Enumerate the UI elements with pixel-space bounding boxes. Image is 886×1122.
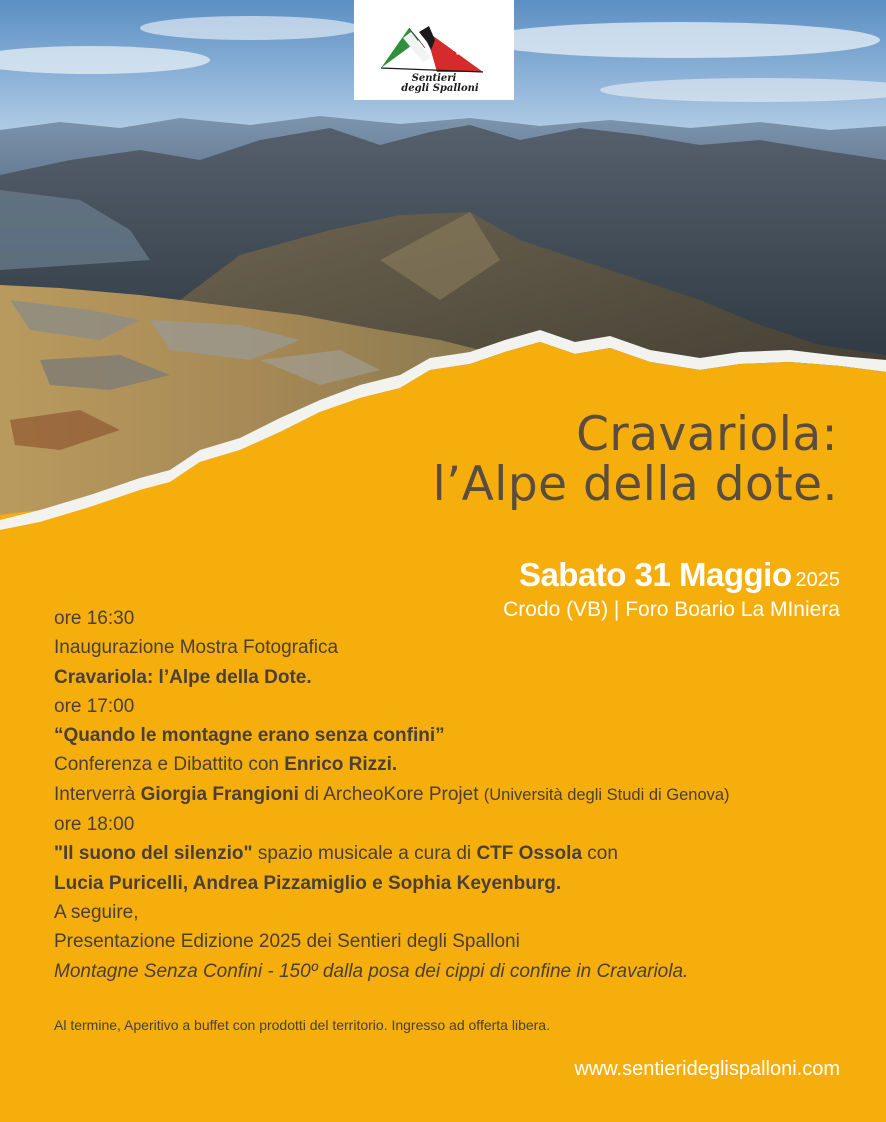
event-year: 2025: [795, 569, 840, 591]
program-line: Inaugurazione Mostra Fotografica: [54, 637, 339, 659]
closing-note: Al termine, Aperitivo a buffet con prodotti del territorio. Ingresso ad offerta libera.: [54, 1017, 550, 1033]
event-date: [519, 556, 840, 594]
speaker-name: Enrico Rizzi.: [284, 754, 398, 776]
program: [54, 604, 854, 986]
logo: [354, 0, 514, 100]
program-line: Montagne Senza Confini - 150º dalla posa dei cippi di confine in Cravariola.: [54, 960, 689, 982]
logo-mountain-flag-icon: [379, 18, 489, 74]
program-affiliation: (Università degli Studi di Genova): [483, 785, 730, 804]
program-line: Presentazione Edizione 2025 dei Sentieri degli Spalloni: [54, 931, 520, 953]
program-line: [54, 780, 854, 810]
event-date-main: Sabato 31 Maggio: [518, 556, 792, 593]
program-time-3: ore 18:00: [54, 814, 135, 836]
program-line: [54, 750, 854, 779]
program-line: “Quando le montagne erano senza confini”: [54, 725, 445, 747]
program-time-2: ore 17:00: [54, 695, 135, 717]
event-place: Crodo (VB) | Foro Boario La MIniera: [503, 598, 840, 621]
title-line1: Cravariola:: [576, 407, 838, 462]
program-text: Conferenza e Dibattito con: [54, 754, 285, 776]
program-text: di ArcheoKore Projet: [298, 783, 484, 805]
program-line: Lucia Puricelli, Andrea Pizzamiglio e Sophia Keyenburg.: [54, 872, 562, 894]
logo-text-line1: Sentieri: [411, 73, 457, 84]
speaker-name: Giorgia Frangioni: [140, 783, 299, 805]
program-line: Cravariola: l’Alpe della Dote.: [54, 666, 312, 688]
program-line: [54, 839, 854, 868]
website-link[interactable]: www.sentierideglispalloni.com: [574, 1058, 840, 1080]
program-text: con: [582, 843, 618, 865]
program-highlight: "Il suono del silenzio": [54, 843, 253, 865]
page-title: [432, 407, 838, 512]
program-text: Interverrà: [54, 783, 141, 805]
program-highlight: CTF Ossola: [476, 843, 583, 865]
logo-text-line2: degli Spalloni: [401, 83, 479, 94]
program-text: spazio musicale a cura di: [252, 843, 477, 865]
title-line2: l’Alpe della dote.: [432, 457, 838, 512]
program-time-1: ore 16:30: [54, 608, 135, 629]
program-line: A seguire,: [54, 901, 139, 923]
